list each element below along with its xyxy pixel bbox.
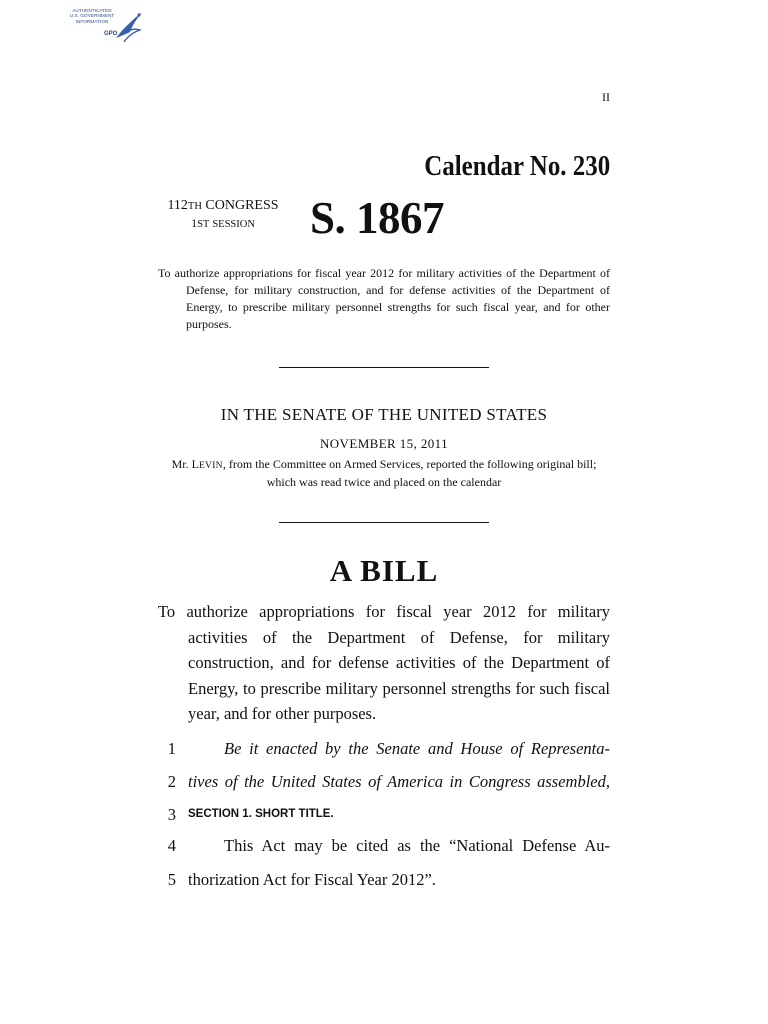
congress-label <box>158 198 288 215</box>
congress-word: CONGRESS <box>205 198 279 213</box>
bill-line <box>150 836 610 869</box>
bill-line <box>150 870 610 903</box>
gpo-authenticated-logo <box>60 6 148 46</box>
bill-line <box>150 805 610 838</box>
bill-title: A BILL <box>329 553 439 588</box>
member-name: EVIN <box>198 461 223 471</box>
bill-line <box>150 772 610 805</box>
line-text: Be it enacted by the Senate and House of Representa- <box>224 739 610 758</box>
logo-line-1: AUTHENTICATED <box>72 8 112 13</box>
committee-note <box>160 456 608 490</box>
calendar-number: Calendar No. 230 <box>424 150 610 182</box>
line-number: 2 <box>167 772 176 791</box>
line-number: 1 <box>167 739 176 758</box>
bill-number: S. 1867 <box>310 193 445 243</box>
divider <box>279 522 489 523</box>
member-initial: L <box>191 457 199 471</box>
session-word: SESSION <box>212 219 255 230</box>
bill-line <box>150 739 610 772</box>
gpo-text: GPO <box>104 31 118 37</box>
line-number: 3 <box>167 805 176 824</box>
line-text: tives of the United States of America in Congress assembled, <box>188 772 610 791</box>
senate-heading: IN THE SENATE OF THE UNITED STATES <box>220 405 548 424</box>
congress-number: 112 <box>167 198 188 213</box>
line-text: thorization Act for Fiscal Year 2012”. <box>188 870 436 889</box>
eagle-icon <box>112 8 146 46</box>
introduction-date: NOVEMBER 15, 2011 <box>319 436 448 451</box>
session-number: 1 <box>191 216 198 230</box>
session-label <box>158 215 288 233</box>
line-number: 5 <box>167 870 176 889</box>
congress-session-block <box>158 198 288 233</box>
session-suffix: ST <box>197 219 210 230</box>
logo-line-3: INFORMATION <box>75 18 109 24</box>
section-heading: SECTION 1. SHORT TITLE. <box>188 808 334 820</box>
congress-suffix: TH <box>187 201 202 212</box>
logo-line-2: U.S. GOVERNMENT <box>69 13 115 19</box>
page-code: II <box>602 90 610 104</box>
divider <box>279 367 489 368</box>
bill-purpose: To authorize appropriations for fiscal year 2012 for military activities of the Department of Defense, for military construction, and for defense activities of the Department of Energy, to prescribe military personnel strengths for such fiscal year, and for other purposes. <box>158 602 610 723</box>
purpose-summary: To authorize appropriations for fiscal year 2012 for military activities of the Department of Defense, for military construction, and for defense activities of the Department of Energy, to prescribe military personnel strengths for such fiscal year, and for other purposes. <box>158 266 610 331</box>
committee-text: , from the Committee on Armed Services, reported the following original bill; which was read twice and placed on the calendar <box>222 457 597 489</box>
member-prefix: Mr. <box>171 457 192 471</box>
line-number: 4 <box>167 836 176 855</box>
line-text: This Act may be cited as the “National Defense Au- <box>224 836 610 855</box>
